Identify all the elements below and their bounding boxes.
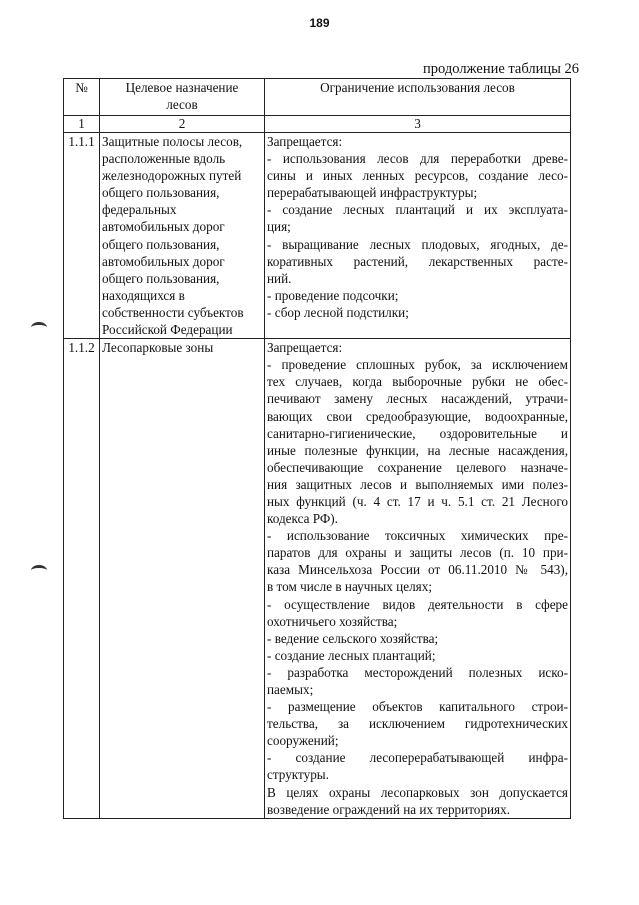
restriction-line: обеспечивающие сохранение целевого назначе-: [267, 459, 568, 475]
column-index: 3: [265, 116, 571, 133]
purpose-line: Лесопарковые зоны: [102, 340, 214, 356]
table-continuation-caption: продолжение таблицы 26: [423, 61, 579, 77]
restriction-line: кодекса РФ).: [267, 511, 338, 527]
restriction-cell: [265, 133, 571, 339]
restriction-line: охотничьего хозяйства;: [267, 613, 398, 629]
restriction-line: каза Минсельхоза России от 06.11.2010 № 543),: [267, 562, 568, 578]
binding-hole-mark: [31, 322, 47, 333]
restriction-line: паемых;: [267, 682, 314, 697]
restriction-line: ния защитных лесов и выполняемых ими полез-: [267, 476, 568, 492]
restriction-line: сины и иных ленных ресурсов, создание лесо-: [267, 168, 568, 184]
binding-hole-mark: [31, 565, 47, 576]
header-purpose: [100, 79, 265, 116]
header-restriction: Ограничение использования лесов: [265, 79, 571, 116]
column-index-row: [64, 116, 571, 133]
restriction-line: сооружений;: [267, 733, 339, 749]
restriction-line: ция;: [267, 219, 291, 235]
restriction-line: Запрещается:: [267, 134, 343, 149]
table-row: [64, 339, 571, 819]
row-number: 1.1.2: [64, 339, 100, 819]
restriction-line: вающих свои средообразующие, водоохранные,: [267, 408, 568, 424]
header-purpose-line: лесов: [166, 97, 198, 113]
restriction-line: - ведение сельского хозяйства;: [267, 630, 439, 646]
forest-restrictions-table: [63, 78, 571, 819]
restriction-line: - проведение сплошных рубок, за исключением: [267, 357, 568, 373]
restriction-line: тельства, за исключением гидротехнических: [267, 716, 568, 732]
restriction-line: - создание лесных плантаций;: [267, 647, 436, 663]
purpose-line: расположенные вдоль: [102, 151, 226, 167]
table-row: [64, 133, 571, 339]
restriction-line: в том числе в научных целях;: [267, 579, 432, 595]
purpose-cell: [100, 133, 265, 339]
purpose-cell: [100, 339, 265, 819]
restriction-line: Запрещается:: [267, 340, 343, 356]
purpose-line: автомобильных дорог: [102, 219, 225, 235]
purpose-line: железнодорожных путей: [102, 168, 242, 184]
header-number: №: [64, 79, 100, 116]
purpose-line: находящихся в: [102, 287, 185, 303]
restriction-line: структуры.: [267, 767, 329, 783]
purpose-line: федеральных: [102, 202, 177, 218]
header-purpose-line: Целевое назначение: [125, 80, 239, 95]
restriction-line: - разработка месторождений полезных иско-: [267, 664, 568, 680]
restriction-line: возведение ограждений на их территориях.: [267, 801, 510, 817]
restriction-line: - сбор лесной подстилки;: [267, 304, 409, 320]
restriction-line: печивают замену лесных насаждений, утрачи-: [267, 391, 568, 407]
restriction-line: - проведение подсочки;: [267, 287, 399, 303]
restriction-line: ний.: [267, 270, 292, 286]
page-number: 189: [309, 16, 330, 30]
purpose-line: автомобильных дорог: [102, 253, 225, 269]
restriction-cell: [265, 339, 571, 819]
row-number: 1.1.1: [64, 133, 100, 339]
purpose-line: собственности субъектов: [102, 304, 244, 320]
restriction-line: тех случаев, когда выборочные рубки не обес-: [267, 374, 568, 390]
restriction-line: паратов для охраны и защиты лесов (п. 10 при-: [267, 545, 568, 561]
restriction-line: - размещение объектов капитального строи-: [267, 699, 568, 715]
purpose-line: общего пользования,: [102, 270, 220, 286]
column-index: 1: [64, 116, 100, 133]
restriction-line: коративных растений, лекарственных расте-: [267, 253, 568, 269]
restriction-line: санитарно-гигиенические, оздоровительные и: [267, 425, 568, 441]
restriction-line: перерабатывающей инфраструктуры;: [267, 185, 478, 201]
column-index: 2: [100, 116, 265, 133]
restriction-line: - создание лесных плантаций и их эксплуата-: [267, 202, 568, 218]
restriction-line: - использования лесов для переработки древе-: [267, 151, 568, 167]
restriction-line: - осуществление видов деятельности в сфере: [267, 596, 568, 612]
restriction-line: В целях охраны лесопарковых зон допускается: [267, 784, 568, 800]
table-header-row: [64, 79, 571, 116]
restriction-line: - создание лесоперерабатывающей инфра-: [267, 750, 568, 766]
restriction-line: иные полезные функции, на лесные насаждения,: [267, 442, 568, 458]
purpose-line: Защитные полосы лесов,: [102, 134, 243, 149]
restriction-line: - использование токсичных химических пре-: [267, 528, 568, 544]
restriction-line: ных функций (ч. 4 ст. 17 и ч. 5.1 ст. 21 Лесного: [267, 493, 568, 509]
purpose-line: Российской Федерации: [102, 322, 233, 338]
restriction-line: - выращивание лесных плодовых, ягодных, де-: [267, 236, 568, 252]
purpose-line: общего пользования,: [102, 236, 220, 252]
purpose-line: общего пользования,: [102, 185, 220, 201]
